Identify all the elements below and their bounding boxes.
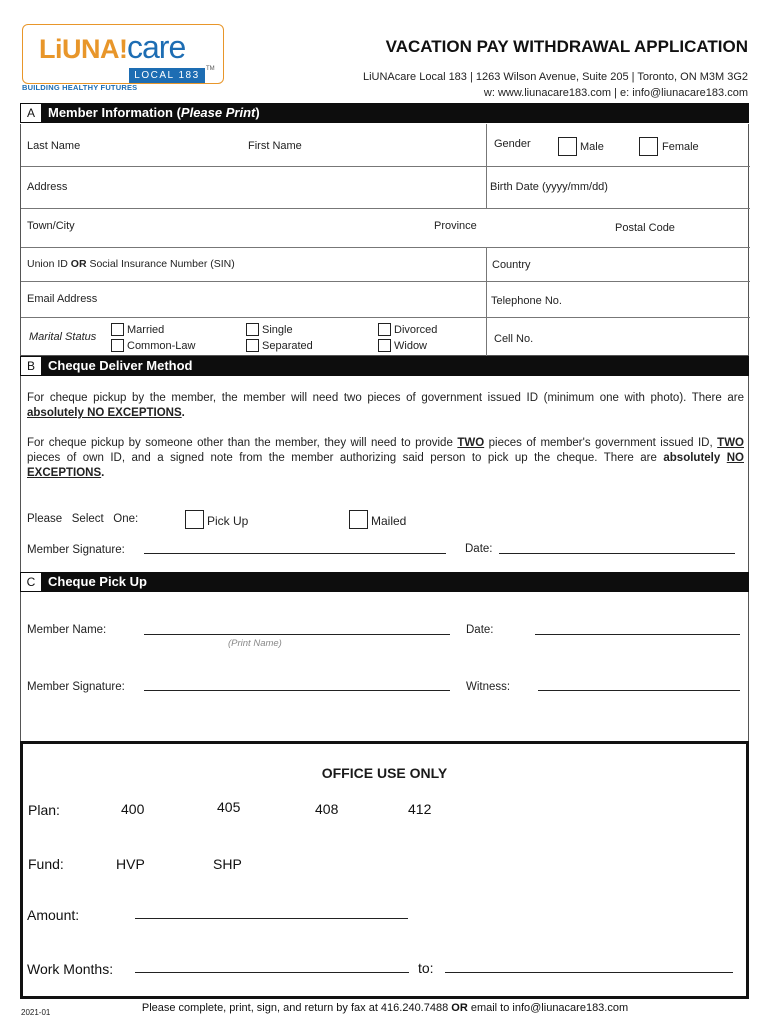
divorced-label: Divorced xyxy=(394,324,438,336)
pickup-member-signature-line[interactable] xyxy=(144,690,450,691)
country-label: Country xyxy=(492,259,531,271)
married-label: Married xyxy=(127,324,165,336)
widow-label: Widow xyxy=(394,340,428,352)
member-signature-label: Member Signature: xyxy=(27,544,125,556)
married-checkbox[interactable] xyxy=(111,323,124,336)
plan-option: 400 xyxy=(121,801,145,817)
plan-option: 408 xyxy=(315,801,339,817)
row-divider xyxy=(21,317,750,318)
divorced-checkbox[interactable] xyxy=(378,323,391,336)
member-name-line[interactable] xyxy=(144,634,450,635)
row-divider xyxy=(21,208,750,209)
work-months-to-label: to: xyxy=(418,960,434,976)
section-c-title: Cheque Pick Up xyxy=(48,574,147,589)
logo-liuna-text: LiUNA! xyxy=(39,34,128,64)
column-divider xyxy=(486,247,487,356)
fund-option: SHP xyxy=(213,856,242,872)
plan-label: Plan: xyxy=(28,802,60,818)
common-law-label: Common-Law xyxy=(127,340,196,352)
web-email-line: w: www.liunacare183.com | e: info@liunacare183.com xyxy=(483,87,748,99)
last-name-label: Last Name xyxy=(27,140,81,152)
work-months-to-line[interactable] xyxy=(445,972,733,973)
section-a-title: Member Information (Please Print) xyxy=(48,105,260,120)
gender-female-label: Female xyxy=(662,141,699,153)
row-divider xyxy=(21,281,750,282)
logo-trademark: TM xyxy=(206,66,215,72)
first-name-label: First Name xyxy=(248,140,302,152)
cell-no-label: Cell No. xyxy=(494,333,534,345)
single-checkbox[interactable] xyxy=(246,323,259,336)
postal-code-label: Postal Code xyxy=(615,222,675,234)
section-a-header xyxy=(20,103,749,123)
logo-tagline: BUILDING HEALTHY FUTURES xyxy=(22,83,138,92)
telephone-label: Telephone No. xyxy=(491,295,562,307)
pick-up-label: Pick Up xyxy=(207,514,249,528)
email-label: Email Address xyxy=(27,293,98,305)
plan-option: 412 xyxy=(408,801,432,817)
row-divider xyxy=(21,247,750,248)
section-c-header xyxy=(20,572,749,592)
gender-male-label: Male xyxy=(580,141,604,153)
section-b-title: Cheque Deliver Method xyxy=(48,358,193,373)
section-b-letter: B xyxy=(20,356,42,376)
province-label: Province xyxy=(434,220,477,232)
section-b-header xyxy=(20,356,749,376)
select-one-label: Please Select One: xyxy=(27,513,139,525)
logo-care-text: care xyxy=(127,29,186,65)
mailed-checkbox[interactable] xyxy=(349,510,368,529)
member-name-label: Member Name: xyxy=(27,624,107,636)
date-line[interactable] xyxy=(499,553,735,554)
mailed-label: Mailed xyxy=(371,514,407,528)
member-signature-line[interactable] xyxy=(144,553,446,554)
town-city-label: Town/City xyxy=(27,220,75,232)
work-months-label: Work Months: xyxy=(27,961,114,977)
row-divider xyxy=(21,166,750,167)
section-c-body xyxy=(20,592,749,742)
marital-status-label: Marital Status xyxy=(29,331,97,343)
single-label: Single xyxy=(262,324,293,336)
document-title: VACATION PAY WITHDRAWAL APPLICATION xyxy=(385,37,748,56)
section-a-letter: A xyxy=(20,103,42,123)
form-version-code: 2021-01 xyxy=(21,1008,51,1017)
union-id-sin-label: Union ID OR Social Insurance Number (SIN) xyxy=(27,258,235,270)
print-name-hint: (Print Name) xyxy=(228,638,282,649)
birth-date-label: Birth Date (yyyy/mm/dd) xyxy=(490,181,608,193)
widow-checkbox[interactable] xyxy=(378,339,391,352)
proxy-pickup-instructions: For cheque pickup by someone other than the member, they will need to provide TWO pieces of member's government issued ID, TWO pieces of own ID, and a signed note from the member authorizing said person to pick up the cheque. There are absolutely NO EXCEPTIONS. xyxy=(27,437,744,479)
member-pickup-instructions: For cheque pickup by the member, the member will need two pieces of government issued ID (minimum one with photo). There are absolutely NO EXCEPTIONS. xyxy=(27,392,744,419)
gender-male-checkbox[interactable] xyxy=(558,137,577,156)
pickup-date-line[interactable] xyxy=(535,634,740,635)
common-law-checkbox[interactable] xyxy=(111,339,124,352)
pickup-date-label: Date: xyxy=(466,624,494,636)
plan-option: 405 xyxy=(217,799,241,815)
witness-line[interactable] xyxy=(538,690,740,691)
section-c-letter: C xyxy=(20,572,42,592)
address-line: LiUNAcare Local 183 | 1263 Wilson Avenue, Suite 205 | Toronto, ON M3M 3G2 xyxy=(362,71,748,83)
brand-logo xyxy=(22,24,224,84)
contact-info xyxy=(363,69,748,101)
amount-line[interactable] xyxy=(135,918,408,919)
column-divider xyxy=(486,124,487,208)
amount-label: Amount: xyxy=(27,907,80,923)
gender-label: Gender xyxy=(494,138,531,150)
office-use-box xyxy=(20,741,749,999)
gender-female-checkbox[interactable] xyxy=(639,137,658,156)
work-months-from-line[interactable] xyxy=(135,972,409,973)
pick-up-checkbox[interactable] xyxy=(185,510,204,529)
separated-checkbox[interactable] xyxy=(246,339,259,352)
member-information-grid xyxy=(20,124,749,356)
witness-label: Witness: xyxy=(466,681,511,693)
logo-local-badge: LOCAL 183 xyxy=(129,68,205,83)
fund-label: Fund: xyxy=(28,856,64,872)
pickup-member-signature-label: Member Signature: xyxy=(27,681,125,693)
date-label: Date: xyxy=(465,543,493,555)
address-label: Address xyxy=(27,181,68,193)
separated-label: Separated xyxy=(262,340,313,352)
fund-option: HVP xyxy=(116,856,145,872)
footer-instructions: Please complete, print, sign, and return by fax at 416.240.7488 OR email to info@liunacare183.com xyxy=(141,1002,629,1014)
office-use-title: OFFICE USE ONLY xyxy=(321,765,448,781)
